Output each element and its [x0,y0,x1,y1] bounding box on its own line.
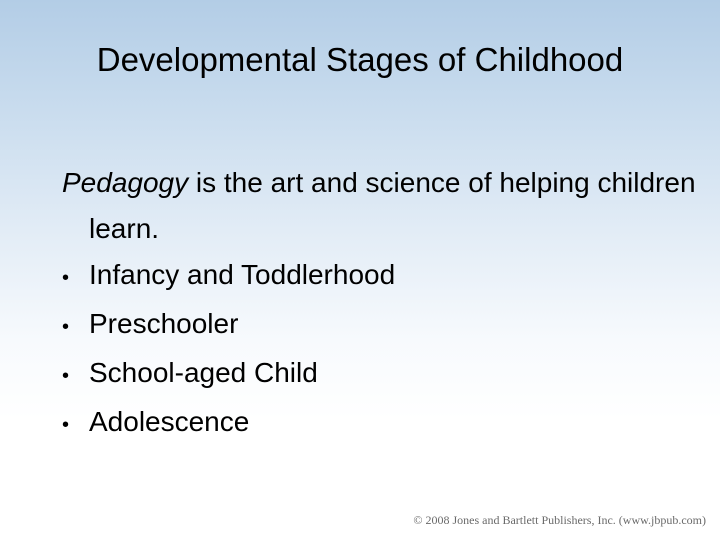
list-item [62,399,702,448]
stage-label: Adolescence [89,406,250,437]
copyright-footer: © 2008 Jones and Bartlett Publishers, Inc. (www.jbpub.com) [413,513,706,527]
stage-label: Preschooler [89,308,239,339]
intro-definition: is the art and science of helping children learn. [89,167,696,244]
stage-list [62,252,702,448]
bullet-icon: • [62,414,70,436]
list-item [62,350,702,399]
bullet-icon: • [62,365,70,387]
bullet-icon: • [62,316,70,338]
slide-body [62,160,702,448]
stage-label: Infancy and Toddlerhood [89,259,396,290]
list-item [62,301,702,350]
bullet-icon: • [62,267,70,289]
list-item [62,252,702,301]
intro-paragraph [62,160,702,252]
pedagogy-term: Pedagogy [62,167,189,198]
slide-title: Developmental Stages of Childhood [96,41,624,78]
stage-label: School-aged Child [89,357,318,388]
